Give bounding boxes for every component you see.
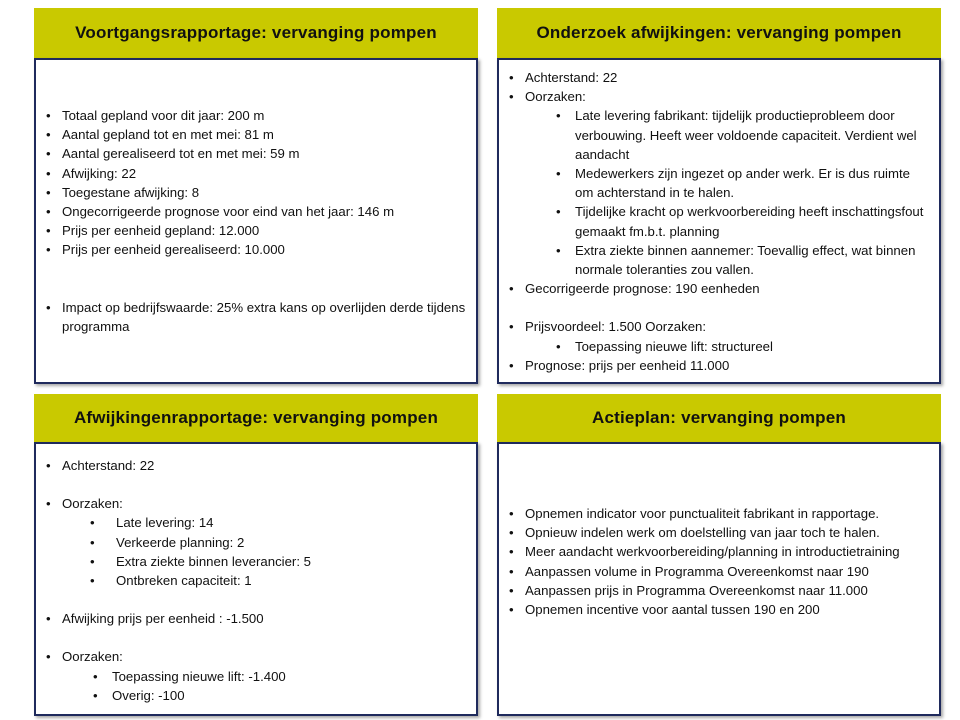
list-item: • Opnemen incentive voor aantal tussen 190 en 200 [499,600,929,619]
list-item: • Meer aandacht werkvoorbereiding/planning in introductietraining [499,542,929,561]
list-item: • Oorzaken: [36,494,468,513]
list-item: • Opnieuw indelen werk om doelstelling van jaar toch te halen. [499,523,929,542]
list-item: • Oorzaken: [36,647,468,666]
list-item: • Aantal gerealiseerd tot en met mei: 59 m [36,144,468,163]
panel-body [34,58,478,384]
list-item: • Aanpassen prijs in Programma Overeenkomst naar 11.000 [499,581,929,600]
bullet-list [499,68,929,375]
list-item: • Afwijking prijs per eenheid : -1.500 [36,609,468,628]
list-item: • Prognose: prijs per eenheid 11.000 [499,356,929,375]
panel-voortgangsrapportage [34,8,478,384]
panel-onderzoek-afwijkingen [497,8,941,384]
list-item: • Impact op bedrijfswaarde: 25% extra kans op overlijden derde tijdens programma [36,298,468,336]
list-item: • Gecorrigeerde prognose: 190 eenheden [499,279,929,298]
list-item: • Oorzaken: [499,87,929,106]
panel-title: Voortgangsrapportage: vervanging pompen [34,8,478,58]
list-item: • Toepassing nieuwe lift: structureel [499,337,929,356]
list-item: • Late levering fabrikant: tijdelijk productieprobleem door verbouwing. Heeft weer voldoende capaciteit. Verdient wel aandacht [499,106,929,164]
list-item: • Ontbreken capaciteit: 1 [36,571,468,590]
list-item: • Prijsvoordeel: 1.500 Oorzaken: [499,317,929,336]
list-item: • Late levering: 14 [36,513,468,532]
list-item: • Ongecorrigeerde prognose voor eind van het jaar: 146 m [36,202,468,221]
bullet-list [499,504,929,619]
list-item: • Extra ziekte binnen aannemer: Toevallig effect, wat binnen normale toleranties zou vallen. [499,241,929,279]
panel-title: Afwijkingenrapportage: vervanging pompen [34,394,478,442]
list-item: • Overig: -100 [36,686,468,705]
list-item: • Aanpassen volume in Programma Overeenkomst naar 190 [499,562,929,581]
list-item: • Tijdelijke kracht op werkvoorbereiding heeft inschattingsfout gemaakt fm.b.t. planning [499,202,929,240]
panel-body [497,442,941,716]
bullet-list [36,106,468,336]
panel-afwijkingenrapportage [34,394,478,716]
list-item: • Prijs per eenheid gerealiseerd: 10.000 [36,240,468,259]
list-item: • Verkeerde planning: 2 [36,533,468,552]
list-item: • Toepassing nieuwe lift: -1.400 [36,667,468,686]
list-item: • Extra ziekte binnen leverancier: 5 [36,552,468,571]
list-item: • Afwijking: 22 [36,164,468,183]
list-item: • Achterstand: 22 [499,68,929,87]
list-item: • Toegestane afwijking: 8 [36,183,468,202]
list-item: • Achterstand: 22 [36,456,468,475]
list-item: • Medewerkers zijn ingezet op ander werk. Er is dus ruimte om achterstand in te halen. [499,164,929,202]
panel-title: Actieplan: vervanging pompen [497,394,941,442]
panel-actieplan [497,394,941,716]
panel-title: Onderzoek afwijkingen: vervanging pompen [497,8,941,58]
panel-body [497,58,941,384]
panel-body [34,442,478,716]
list-item: • Aantal gepland tot en met mei: 81 m [36,125,468,144]
list-item: • Totaal gepland voor dit jaar: 200 m [36,106,468,125]
bullet-list [36,456,468,705]
list-item: • Opnemen indicator voor punctualiteit fabrikant in rapportage. [499,504,929,523]
list-item: • Prijs per eenheid gepland: 12.000 [36,221,468,240]
